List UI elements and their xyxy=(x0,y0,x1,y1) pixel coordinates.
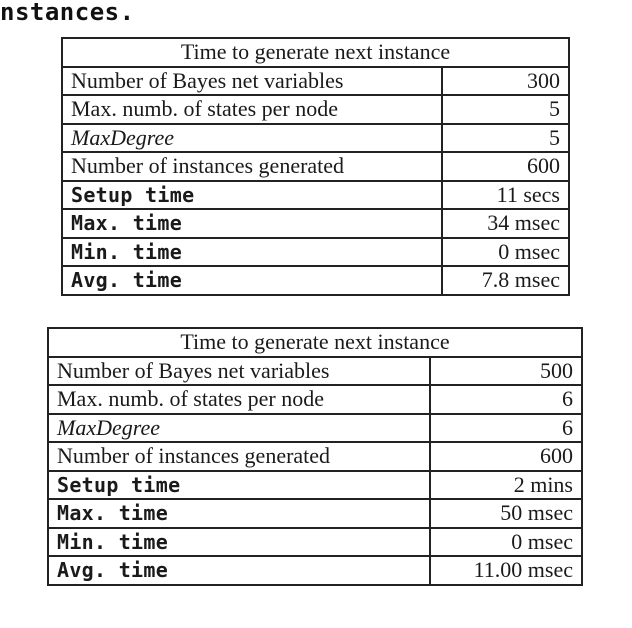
row-value: 300 xyxy=(442,67,569,96)
row-label: Number of Bayes net variables xyxy=(62,67,442,96)
row-label: Setup time xyxy=(62,181,442,210)
table-row xyxy=(48,471,582,500)
table-row xyxy=(48,499,582,528)
row-value: 6 xyxy=(430,385,582,414)
table-row xyxy=(62,209,569,238)
table-row xyxy=(48,556,582,585)
row-label: Max. time xyxy=(62,209,442,238)
row-label: MaxDegree xyxy=(48,414,430,443)
row-value: 34 msec xyxy=(442,209,569,238)
table-title: Time to generate next instance xyxy=(48,328,582,357)
row-value: 7.8 msec xyxy=(442,266,569,295)
row-label: Avg. time xyxy=(48,556,430,585)
row-value: 2 mins xyxy=(430,471,582,500)
row-label: Min. time xyxy=(62,238,442,267)
table-row xyxy=(48,414,582,443)
table-row xyxy=(48,357,582,386)
row-value: 50 msec xyxy=(430,499,582,528)
row-label: Avg. time xyxy=(62,266,442,295)
row-label: Min. time xyxy=(48,528,430,557)
row-value: 600 xyxy=(442,152,569,181)
row-value: 11.00 msec xyxy=(430,556,582,585)
row-value: 6 xyxy=(430,414,582,443)
table-title: Time to generate next instance xyxy=(62,38,569,67)
row-value: 5 xyxy=(442,124,569,153)
row-value: 0 msec xyxy=(442,238,569,267)
row-value: 11 secs xyxy=(442,181,569,210)
stats-table-500-variables xyxy=(47,327,583,586)
stats-table-300-variables xyxy=(61,37,570,296)
table-row xyxy=(62,95,569,124)
table-row xyxy=(62,238,569,267)
row-label: Setup time xyxy=(48,471,430,500)
heading-fragment: nstances. xyxy=(0,0,135,26)
row-label: Number of instances generated xyxy=(48,442,430,471)
table-row xyxy=(62,67,569,96)
row-label: MaxDegree xyxy=(62,124,442,153)
table-row xyxy=(48,528,582,557)
table-row xyxy=(62,266,569,295)
table-title-row xyxy=(62,38,569,67)
row-label: Max. numb. of states per node xyxy=(48,385,430,414)
row-label: Number of instances generated xyxy=(62,152,442,181)
table-row xyxy=(48,442,582,471)
table-row xyxy=(62,124,569,153)
row-label: Max. time xyxy=(48,499,430,528)
table-row xyxy=(62,152,569,181)
table-row xyxy=(48,385,582,414)
table-row xyxy=(62,181,569,210)
row-value: 600 xyxy=(430,442,582,471)
row-label: Max. numb. of states per node xyxy=(62,95,442,124)
row-value: 0 msec xyxy=(430,528,582,557)
table-title-row xyxy=(48,328,582,357)
row-value: 500 xyxy=(430,357,582,386)
row-value: 5 xyxy=(442,95,569,124)
row-label: Number of Bayes net variables xyxy=(48,357,430,386)
